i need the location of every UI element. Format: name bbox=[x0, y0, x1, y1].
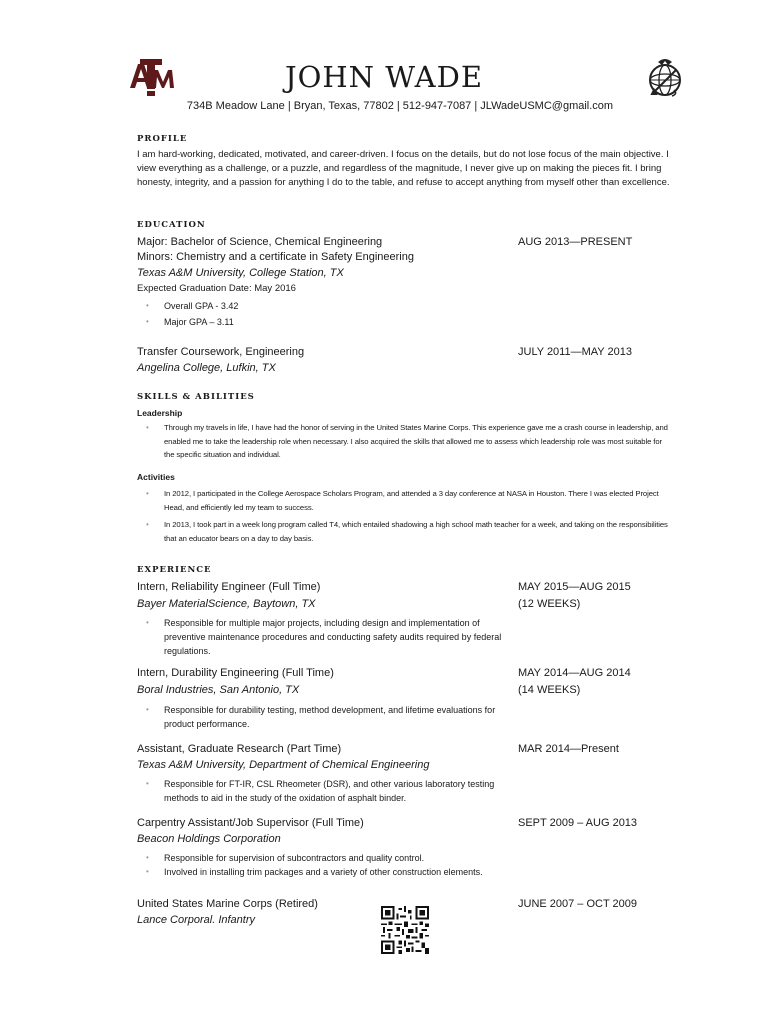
job-bullet: • Responsible for multiple major projects, including design and implementation of preventive maintenance procedures and conducting safety audits required by federal regulations. bbox=[164, 616, 504, 658]
gpa-item: • Major GPA – 3.11 bbox=[164, 315, 234, 329]
job-bullet: • Involved in installing trim packages and a variety of other construction elements. bbox=[164, 865, 494, 879]
job-title: Intern, Durability Engineering (Full Time) bbox=[137, 667, 334, 679]
gpa-item: • Overall GPA - 3.42 bbox=[164, 299, 238, 313]
education-school: Texas A&M University, College Station, TX bbox=[137, 267, 344, 279]
transfer-school: Angelina College, Lufkin, TX bbox=[137, 362, 276, 374]
candidate-name: JOHN WADE bbox=[284, 60, 483, 94]
leadership-text: • Through my travels in life, I have had the honor of serving in the United States Marine Corps. This experience gave me a crash course in leadership, and enabled me to take the leadership role when necessary. I also acquired the skills that allowed me to assess which leadership role was most suitable for the specific situation and individual. bbox=[164, 421, 672, 462]
job-title: Carpentry Assistant/Job Supervisor (Full Time) bbox=[137, 817, 364, 829]
job-company: Boral Industries, San Antonio, TX bbox=[137, 684, 300, 696]
education-major: Major: Bachelor of Science, Chemical Engineering bbox=[137, 236, 383, 248]
experience-heading: EXPERIENCE bbox=[137, 565, 212, 575]
job-company: Beacon Holdings Corporation bbox=[137, 833, 281, 845]
job-duration: (14 WEEKS) bbox=[518, 684, 581, 696]
leadership-label: Leadership bbox=[137, 408, 183, 418]
skills-heading: SKILLS & ABILITIES bbox=[137, 392, 255, 402]
transfer-dates: JULY 2011—MAY 2013 bbox=[518, 346, 632, 358]
job-title: United States Marine Corps (Retired) bbox=[137, 898, 318, 910]
activity-item: • In 2013, I took part in a week long program called T4, which entailed shadowing a high school math teacher for a week, and taking on the responsibilities that an educator bears on a day to day basis. bbox=[164, 518, 672, 545]
activities-label: Activities bbox=[137, 472, 175, 482]
education-dates: AUG 2013—PRESENT bbox=[518, 236, 633, 248]
job-title: Assistant, Graduate Research (Part Time) bbox=[137, 743, 342, 755]
education-minors: Minors: Chemistry and a certificate in Safety Engineering bbox=[137, 251, 414, 263]
transfer-coursework: Transfer Coursework, Engineering bbox=[137, 346, 305, 358]
job-title: Intern, Reliability Engineer (Full Time) bbox=[137, 581, 321, 593]
job-bullet: • Responsible for durability testing, method development, and lifetime evaluations for product performance. bbox=[164, 703, 504, 731]
profile-heading: PROFILE bbox=[137, 134, 188, 144]
job-bullet: • Responsible for FT-IR, CSL Rheometer (DSR), and other various laboratory testing methods to aid in the study of the oxidation of asphalt binder. bbox=[164, 777, 514, 805]
job-company: Bayer MaterialScience, Baytown, TX bbox=[137, 598, 316, 610]
job-duration: (12 WEEKS) bbox=[518, 598, 581, 610]
job-dates: SEPT 2009 – AUG 2013 bbox=[518, 817, 638, 829]
job-company: Lance Corporal. Infantry bbox=[137, 914, 256, 926]
profile-text: I am hard-working, dedicated, motivated, and career-driven. I focus on the details, but do not lose focus of the main objective. I view everything as a challenge, or a puzzle, and regardless of the magnitude, I never give up on making the pieces fit. I bring honesty, integrity, and a passion for anything I do to the table, and refuse to accept anything from myself other than excellence. bbox=[137, 149, 670, 188]
job-dates: MAY 2015—AUG 2015 bbox=[518, 581, 631, 593]
activity-item: • In 2012, I participated in the College Aerospace Scholars Program, and attended a 3 day conference at NASA in Houston. There I was elected Project Head, and efficiently led my team to success. bbox=[164, 487, 672, 514]
job-dates: JUNE 2007 – OCT 2009 bbox=[518, 898, 638, 910]
job-dates: MAY 2014—AUG 2014 bbox=[518, 667, 631, 679]
education-heading: EDUCATION bbox=[137, 220, 206, 230]
job-bullet: • Responsible for supervision of subcontractors and quality control. bbox=[164, 851, 514, 865]
job-company: Texas A&M University, Department of Chemical Engineering bbox=[137, 759, 430, 771]
job-dates: MAR 2014—Present bbox=[518, 743, 619, 755]
graduation-date: Expected Graduation Date: May 2016 bbox=[137, 283, 296, 294]
contact-info: 734B Meadow Lane | Bryan, Texas, 77802 | 512-947-7087 | JLWadeUSMC@gmail.com bbox=[186, 100, 614, 112]
qr-code-icon bbox=[381, 906, 429, 954]
